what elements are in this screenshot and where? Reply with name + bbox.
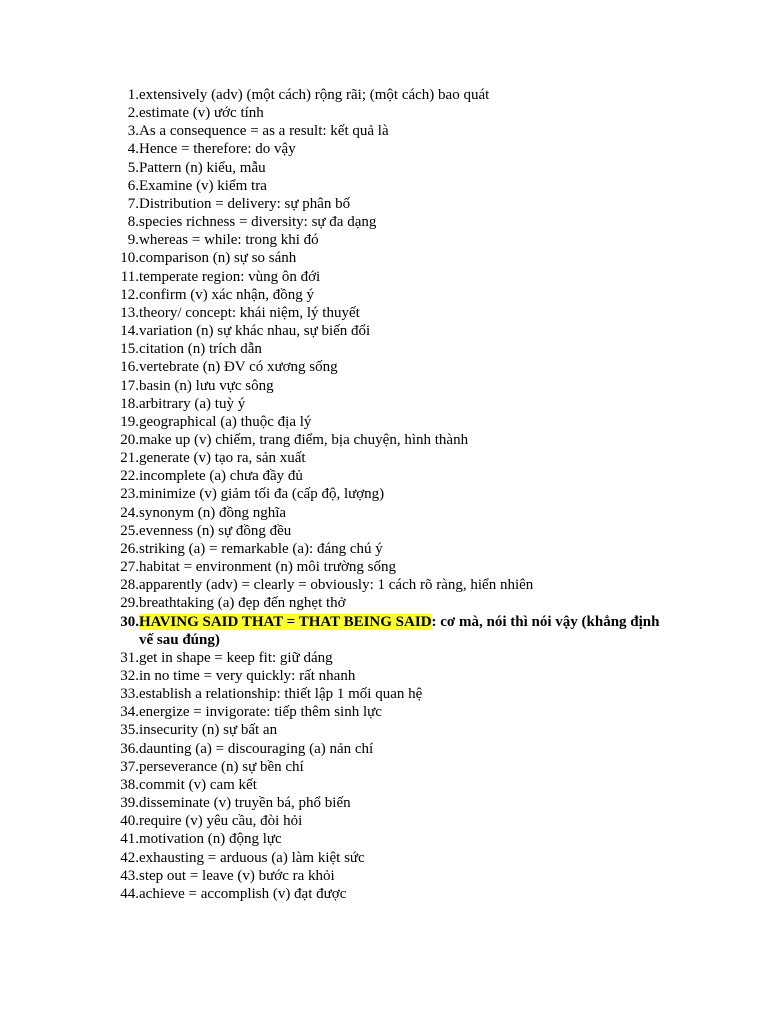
list-item xyxy=(104,667,664,685)
list-item xyxy=(104,740,664,758)
item-text: incomplete (a) chưa đầy đủ xyxy=(139,468,303,485)
list-item xyxy=(104,867,664,885)
item-number: 15. xyxy=(120,341,139,358)
list-item xyxy=(104,485,664,503)
item-number: 21. xyxy=(120,450,139,467)
list-item xyxy=(104,304,664,322)
list-item xyxy=(104,576,664,594)
item-text: estimate (v) ước tính xyxy=(139,105,264,122)
item-number: 34. xyxy=(120,704,139,721)
list-item xyxy=(104,268,664,286)
item-text: striking (a) = remarkable (a): đáng chú ý xyxy=(139,540,383,557)
item-text: require (v) yêu cầu, đòi hỏi xyxy=(139,813,303,830)
item-text: motivation (n) động lực xyxy=(139,831,282,848)
item-text: breathtaking (a) đẹp đến nghẹt thở xyxy=(139,595,346,612)
list-item xyxy=(104,613,664,649)
list-item xyxy=(104,594,664,612)
list-item xyxy=(104,195,664,213)
item-number: 27. xyxy=(120,559,139,576)
item-text: evenness (n) sự đồng đều xyxy=(139,522,292,539)
list-item xyxy=(104,177,664,195)
item-number: 3. xyxy=(127,123,139,140)
list-item xyxy=(104,703,664,721)
item-number: 28. xyxy=(120,577,139,594)
item-number: 33. xyxy=(120,686,139,703)
item-number: 39. xyxy=(120,795,139,812)
item-number: 42. xyxy=(120,849,139,866)
item-number: 17. xyxy=(120,377,139,394)
item-number: 4. xyxy=(127,141,139,158)
list-item xyxy=(104,340,664,358)
item-text: minimize (v) giảm tối đa (cấp độ, lượng) xyxy=(139,486,385,503)
item-number: 16. xyxy=(120,359,139,376)
item-text: get in shape = keep fit: giữ dáng xyxy=(139,649,333,666)
item-number: 13. xyxy=(120,304,139,321)
item-text: perseverance (n) sự bền chí xyxy=(139,758,304,775)
item-text: daunting (a) = discouraging (a) nản chí xyxy=(139,740,374,757)
list-item xyxy=(104,812,664,830)
item-number: 24. xyxy=(120,504,139,521)
list-item xyxy=(104,286,664,304)
list-item xyxy=(104,449,664,467)
item-text: As a consequence = as a result: kết quả là xyxy=(139,123,389,140)
item-text: Pattern (n) kiểu, mẫu xyxy=(139,159,266,176)
item-text: commit (v) cam kết xyxy=(139,776,257,793)
item-number: 18. xyxy=(120,395,139,412)
item-text: Hence = therefore: do vậy xyxy=(139,141,296,158)
list-item xyxy=(104,377,664,395)
list-item xyxy=(104,849,664,867)
item-text: comparison (n) sự so sánh xyxy=(139,250,297,267)
item-text: geographical (a) thuộc địa lý xyxy=(139,413,312,430)
item-number: 2. xyxy=(127,105,139,122)
item-number: 20. xyxy=(120,431,139,448)
item-number: 32. xyxy=(120,668,139,684)
item-number: 38. xyxy=(120,776,139,793)
item-number: 44. xyxy=(120,885,139,902)
list-item xyxy=(104,86,664,104)
list-item xyxy=(104,322,664,340)
item-text: in no time = very quickly: rất nhanh xyxy=(139,668,356,684)
list-item xyxy=(104,122,664,140)
list-item xyxy=(104,558,664,576)
item-number: 25. xyxy=(120,522,139,539)
item-number: 37. xyxy=(120,758,139,775)
list-item xyxy=(104,413,664,431)
item-number: 10. xyxy=(120,250,139,267)
item-text: theory/ concept: khái niệm, lý thuyết xyxy=(139,304,360,321)
list-item xyxy=(104,830,664,848)
list-item xyxy=(104,794,664,812)
item-text: energize = invigorate: tiếp thêm sinh lực xyxy=(139,704,382,721)
vocabulary-list xyxy=(104,86,664,903)
item-text: generate (v) tạo ra, sản xuất xyxy=(139,450,306,467)
item-number: 8. xyxy=(127,214,139,231)
item-number: 9. xyxy=(127,232,139,249)
item-text: whereas = while: trong khi đó xyxy=(139,232,319,249)
item-text: confirm (v) xác nhận, đồng ý xyxy=(139,286,314,303)
item-text: insecurity (n) sự bất an xyxy=(139,722,278,739)
list-item xyxy=(104,522,664,540)
highlighted-phrase: HAVING SAID THAT = THAT BEING SAID xyxy=(139,613,432,630)
item-text: citation (n) trích dẫn xyxy=(139,341,262,358)
item-text: variation (n) sự khác nhau, sự biến đổi xyxy=(139,323,371,340)
item-number: 6. xyxy=(127,177,139,194)
item-text: temperate region: vùng ôn đới xyxy=(139,268,321,285)
item-number: 29. xyxy=(120,595,139,612)
item-number: 26. xyxy=(120,540,139,557)
item-text: achieve = accomplish (v) đạt được xyxy=(139,885,347,902)
item-number: 31. xyxy=(120,649,139,666)
item-text: Examine (v) kiểm tra xyxy=(139,177,267,194)
item-text: basin (n) lưu vực sông xyxy=(139,377,274,394)
list-item xyxy=(104,721,664,739)
list-item xyxy=(104,504,664,522)
list-item xyxy=(104,431,664,449)
item-text: Distribution = delivery: sự phân bố xyxy=(139,195,351,212)
list-item xyxy=(104,213,664,231)
list-item xyxy=(104,358,664,376)
item-text: apparently (adv) = clearly = obviously: 1 cách rõ ràng, hiển nhiên xyxy=(139,577,534,594)
item-text: species richness = diversity: sự đa dạng xyxy=(139,214,377,231)
item-text xyxy=(139,613,664,649)
item-text: disseminate (v) truyền bá, phổ biến xyxy=(139,795,351,812)
item-number: 35. xyxy=(120,722,139,739)
item-text: establish a relationship: thiết lập 1 mối quan hệ xyxy=(139,686,423,703)
list-item xyxy=(104,685,664,703)
list-item xyxy=(104,649,664,667)
list-item xyxy=(104,249,664,267)
list-item xyxy=(104,467,664,485)
item-number: 14. xyxy=(120,323,139,340)
item-number: 1. xyxy=(127,87,139,103)
item-text: step out = leave (v) bước ra khỏi xyxy=(139,867,335,884)
item-number: 19. xyxy=(120,413,139,430)
list-item xyxy=(104,885,664,903)
item-text: extensively (adv) (một cách) rộng rãi; (một cách) bao quát xyxy=(139,87,490,103)
item-number: 43. xyxy=(120,867,139,884)
list-item xyxy=(104,395,664,413)
item-text: synonym (n) đồng nghĩa xyxy=(139,504,287,521)
item-number: 40. xyxy=(120,813,139,830)
item-number: 11. xyxy=(120,268,139,285)
item-text: vertebrate (n) ĐV có xương sống xyxy=(139,359,338,376)
list-item xyxy=(104,159,664,177)
list-item xyxy=(104,231,664,249)
item-number: 7. xyxy=(127,195,139,212)
item-number: 23. xyxy=(120,486,139,503)
item-number: 22. xyxy=(120,468,139,485)
item-text: make up (v) chiếm, trang điểm, bịa chuyện, hình thành xyxy=(139,431,469,448)
item-number: 41. xyxy=(120,831,139,848)
list-item xyxy=(104,776,664,794)
item-text: habitat = environment (n) môi trường sống xyxy=(139,559,396,576)
list-item xyxy=(104,104,664,122)
phrase-meaning: : cơ mà, nói thì nói vậy (khẳng định vế sau đúng) xyxy=(139,613,660,648)
item-number: 5. xyxy=(127,159,139,176)
list-item xyxy=(104,140,664,158)
list-item xyxy=(104,540,664,558)
item-text: arbitrary (a) tuỳ ý xyxy=(139,395,246,412)
item-number: 36. xyxy=(120,740,139,757)
item-number: 30. xyxy=(120,613,139,630)
item-number: 12. xyxy=(120,286,139,303)
list-item xyxy=(104,758,664,776)
item-text: exhausting = arduous (a) làm kiệt sức xyxy=(139,849,365,866)
